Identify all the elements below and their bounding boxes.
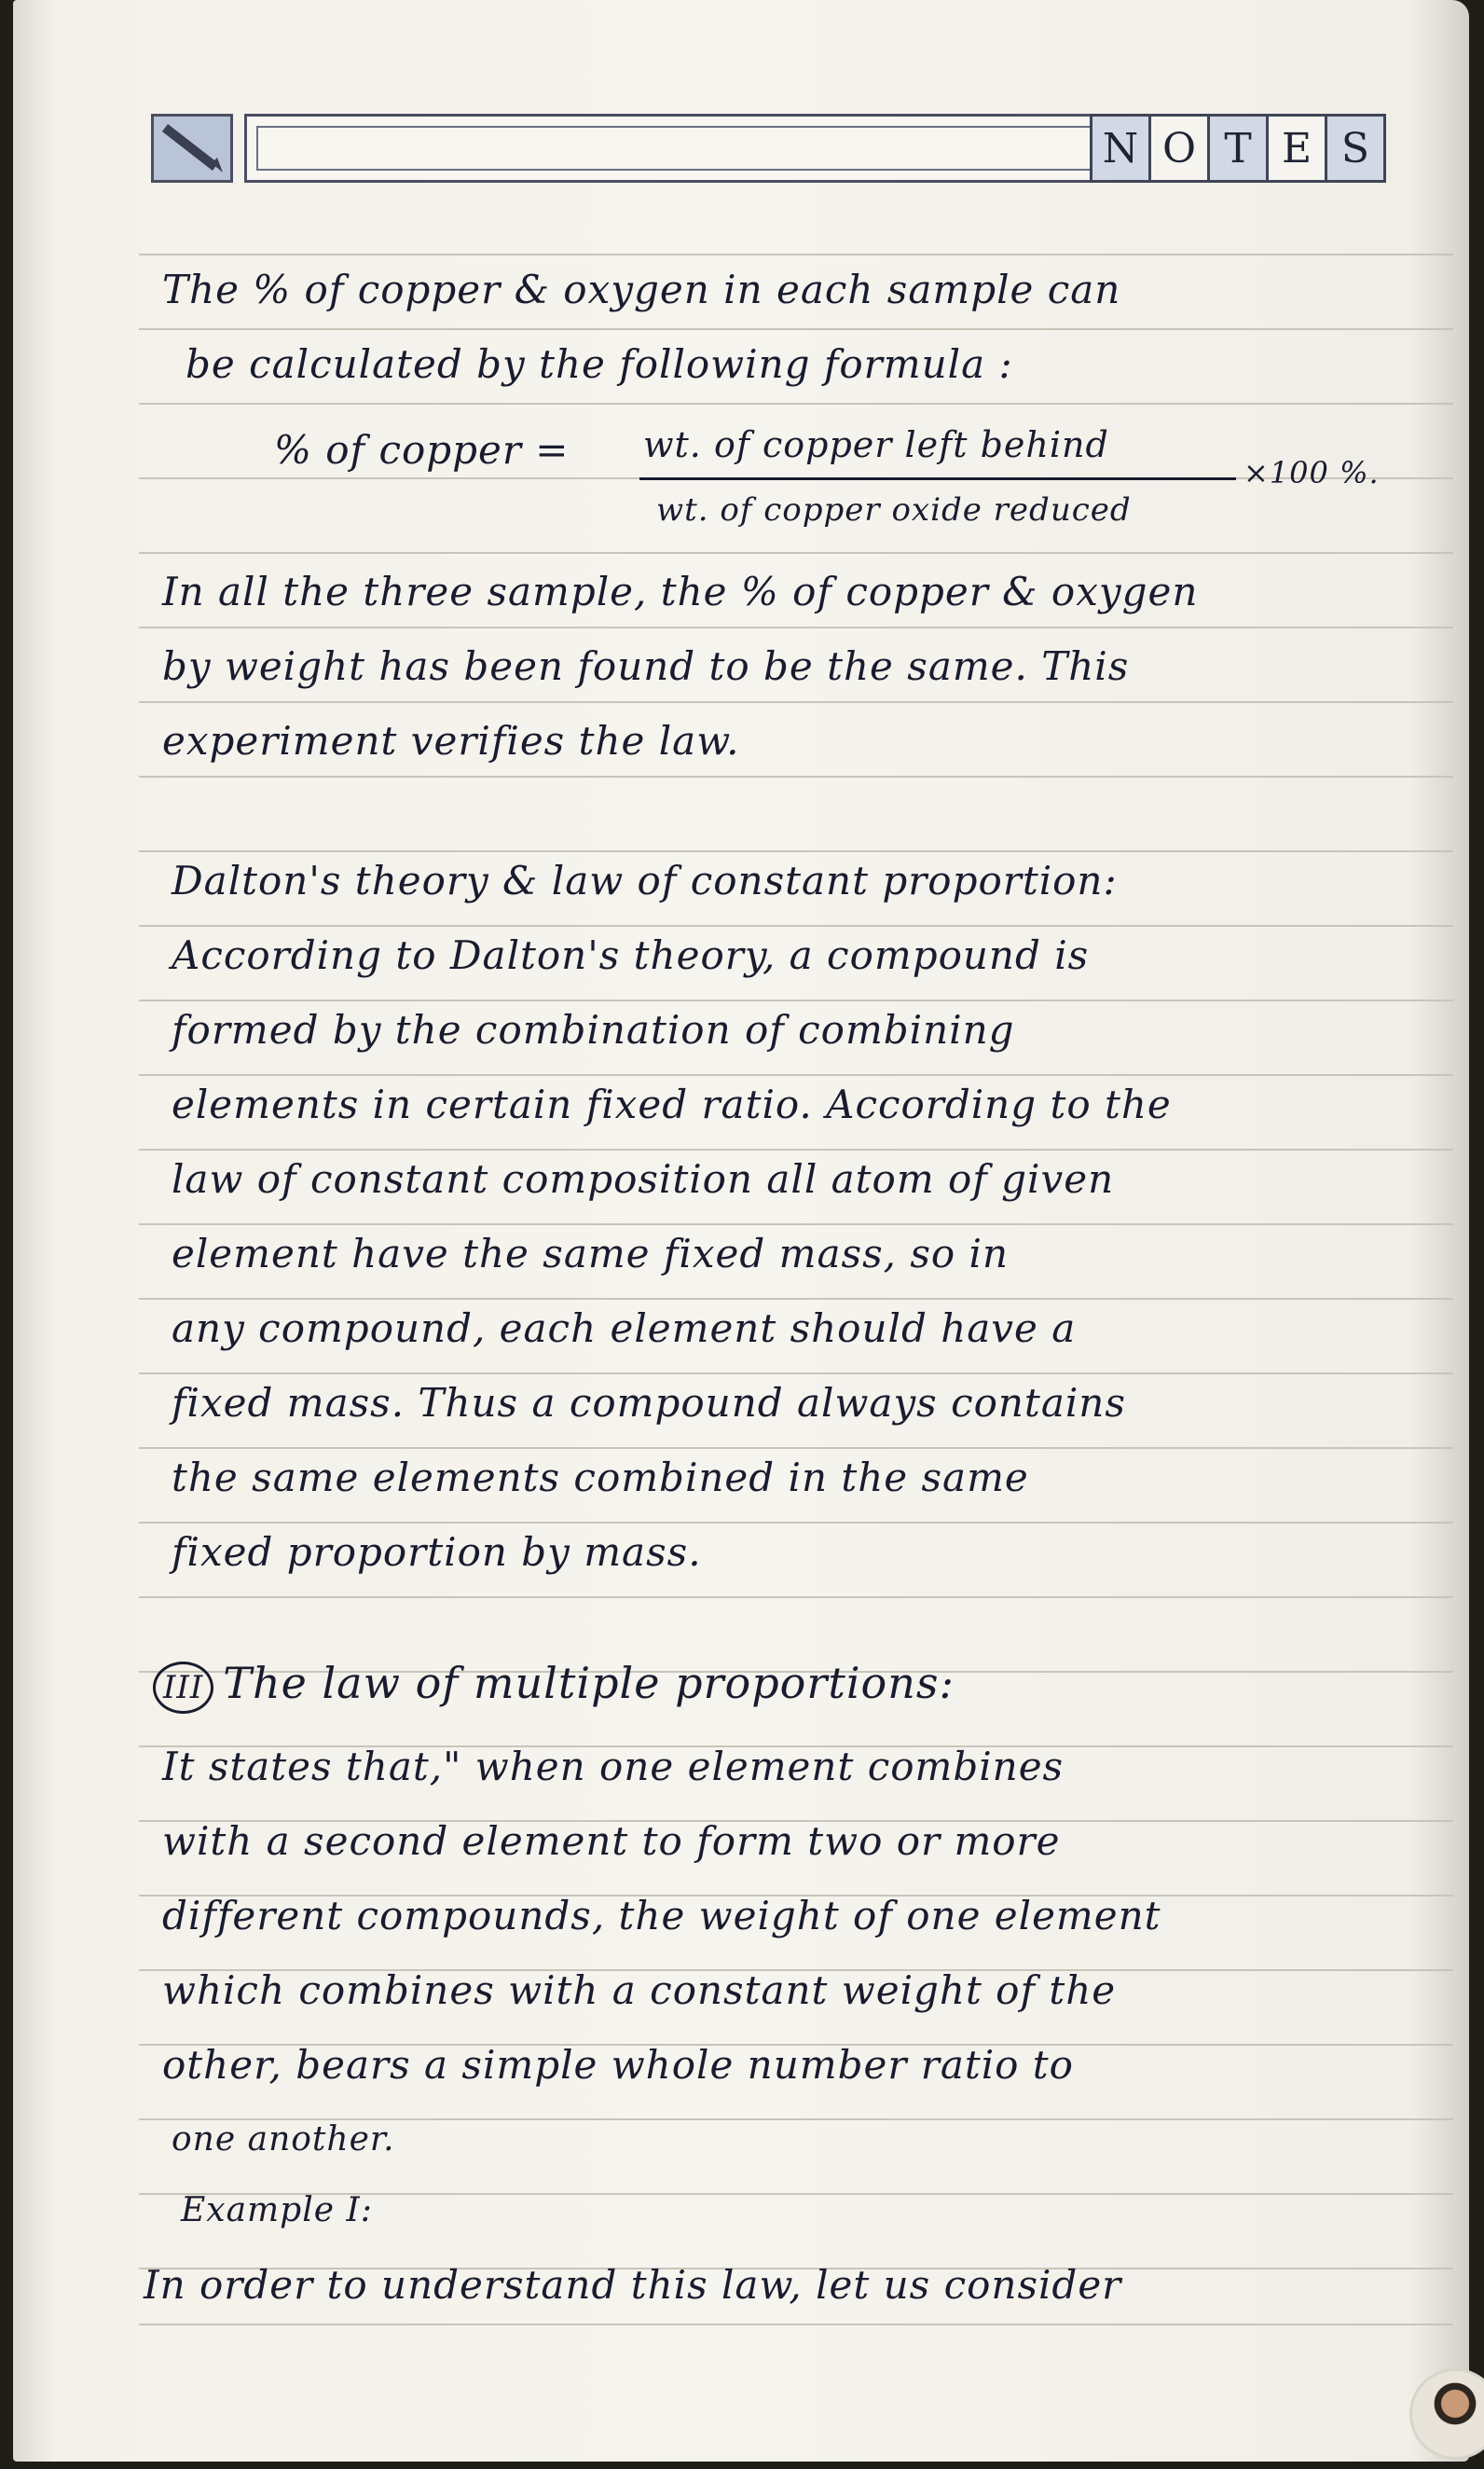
ruled-line bbox=[139, 1522, 1453, 1524]
pencil-icon bbox=[151, 114, 233, 183]
ruled-line bbox=[139, 1074, 1453, 1076]
fraction-bar bbox=[639, 477, 1236, 480]
text-line: the same elements combined in the same bbox=[172, 1455, 1029, 1500]
ruled-line bbox=[139, 1000, 1453, 1001]
text-line: formed by the combination of combining bbox=[172, 1007, 1015, 1053]
ruled-line bbox=[139, 552, 1453, 554]
ruled-line bbox=[139, 1298, 1453, 1300]
ruled-line bbox=[139, 1596, 1453, 1598]
text-line: According to Dalton's theory, a compound is bbox=[172, 932, 1090, 978]
text-line: elements in certain fixed ratio. According to the bbox=[172, 1082, 1172, 1127]
text-line: be calculated by the following formula : bbox=[186, 341, 1013, 387]
text-line: It states that," when one element combines bbox=[162, 1744, 1065, 1789]
section-title: The law of multiple proportions: bbox=[223, 1658, 955, 1708]
ruled-line bbox=[139, 627, 1453, 628]
notebook-page bbox=[13, 0, 1469, 2462]
formula-numerator: wt. of copper left behind bbox=[643, 424, 1109, 465]
ruled-line bbox=[139, 254, 1453, 255]
notes-letter: N bbox=[1090, 114, 1151, 183]
text-line: law of constant composition all atom of given bbox=[172, 1156, 1115, 1202]
text-line: The % of copper & oxygen in each sample can bbox=[162, 267, 1121, 312]
text-line: any compound, each element should have a bbox=[172, 1305, 1077, 1351]
text-line: other, bears a simple whole number ratio to bbox=[162, 2042, 1074, 2088]
ruled-line bbox=[139, 850, 1453, 852]
ruled-line bbox=[139, 403, 1453, 405]
notes-letter: S bbox=[1325, 114, 1386, 183]
text-line: fixed proportion by mass. bbox=[172, 1529, 702, 1575]
text-line: element have the same fixed mass, so in bbox=[172, 1231, 1009, 1276]
formula-multiplier: ×100 %. bbox=[1244, 455, 1380, 490]
notes-letter: T bbox=[1207, 114, 1269, 183]
ruled-line bbox=[139, 1372, 1453, 1374]
ruled-line bbox=[139, 701, 1453, 703]
text-line: In all the three sample, the % of copper & oxygen bbox=[162, 569, 1199, 614]
notes-letter: E bbox=[1266, 114, 1327, 183]
ruled-line bbox=[139, 2324, 1453, 2325]
section-heading bbox=[153, 1660, 955, 1714]
text-line: In order to understand this law, let us consider bbox=[144, 2262, 1122, 2308]
notes-label bbox=[1092, 114, 1386, 188]
ruled-line bbox=[139, 1149, 1453, 1151]
ruled-line bbox=[139, 328, 1453, 330]
ruled-line bbox=[139, 1447, 1453, 1449]
title-field bbox=[244, 114, 1214, 183]
text-line: fixed mass. Thus a compound always contains bbox=[172, 1380, 1126, 1426]
formula-lhs: % of copper = bbox=[274, 427, 570, 473]
example-label: Example I: bbox=[181, 2191, 373, 2229]
ruled-line bbox=[139, 925, 1453, 927]
ruled-line bbox=[139, 776, 1453, 778]
text-line: experiment verifies the law. bbox=[162, 718, 740, 764]
section-number: III bbox=[153, 1662, 213, 1714]
section-heading: Dalton's theory & law of constant proportion: bbox=[172, 858, 1118, 903]
ruled-line bbox=[139, 1223, 1453, 1225]
notes-letter: O bbox=[1148, 114, 1210, 183]
avatar bbox=[1409, 2368, 1484, 2460]
formula-denominator: wt. of copper oxide reduced bbox=[656, 491, 1132, 529]
text-line: with a second element to form two or more bbox=[162, 1818, 1061, 1864]
text-line: different compounds, the weight of one element bbox=[162, 1893, 1161, 1938]
text-line: by weight has been found to be the same. This bbox=[162, 643, 1130, 689]
notes-header bbox=[151, 114, 1447, 188]
text-line: which combines with a constant weight of the bbox=[162, 1967, 1117, 2013]
text-line: one another. bbox=[172, 2120, 395, 2159]
